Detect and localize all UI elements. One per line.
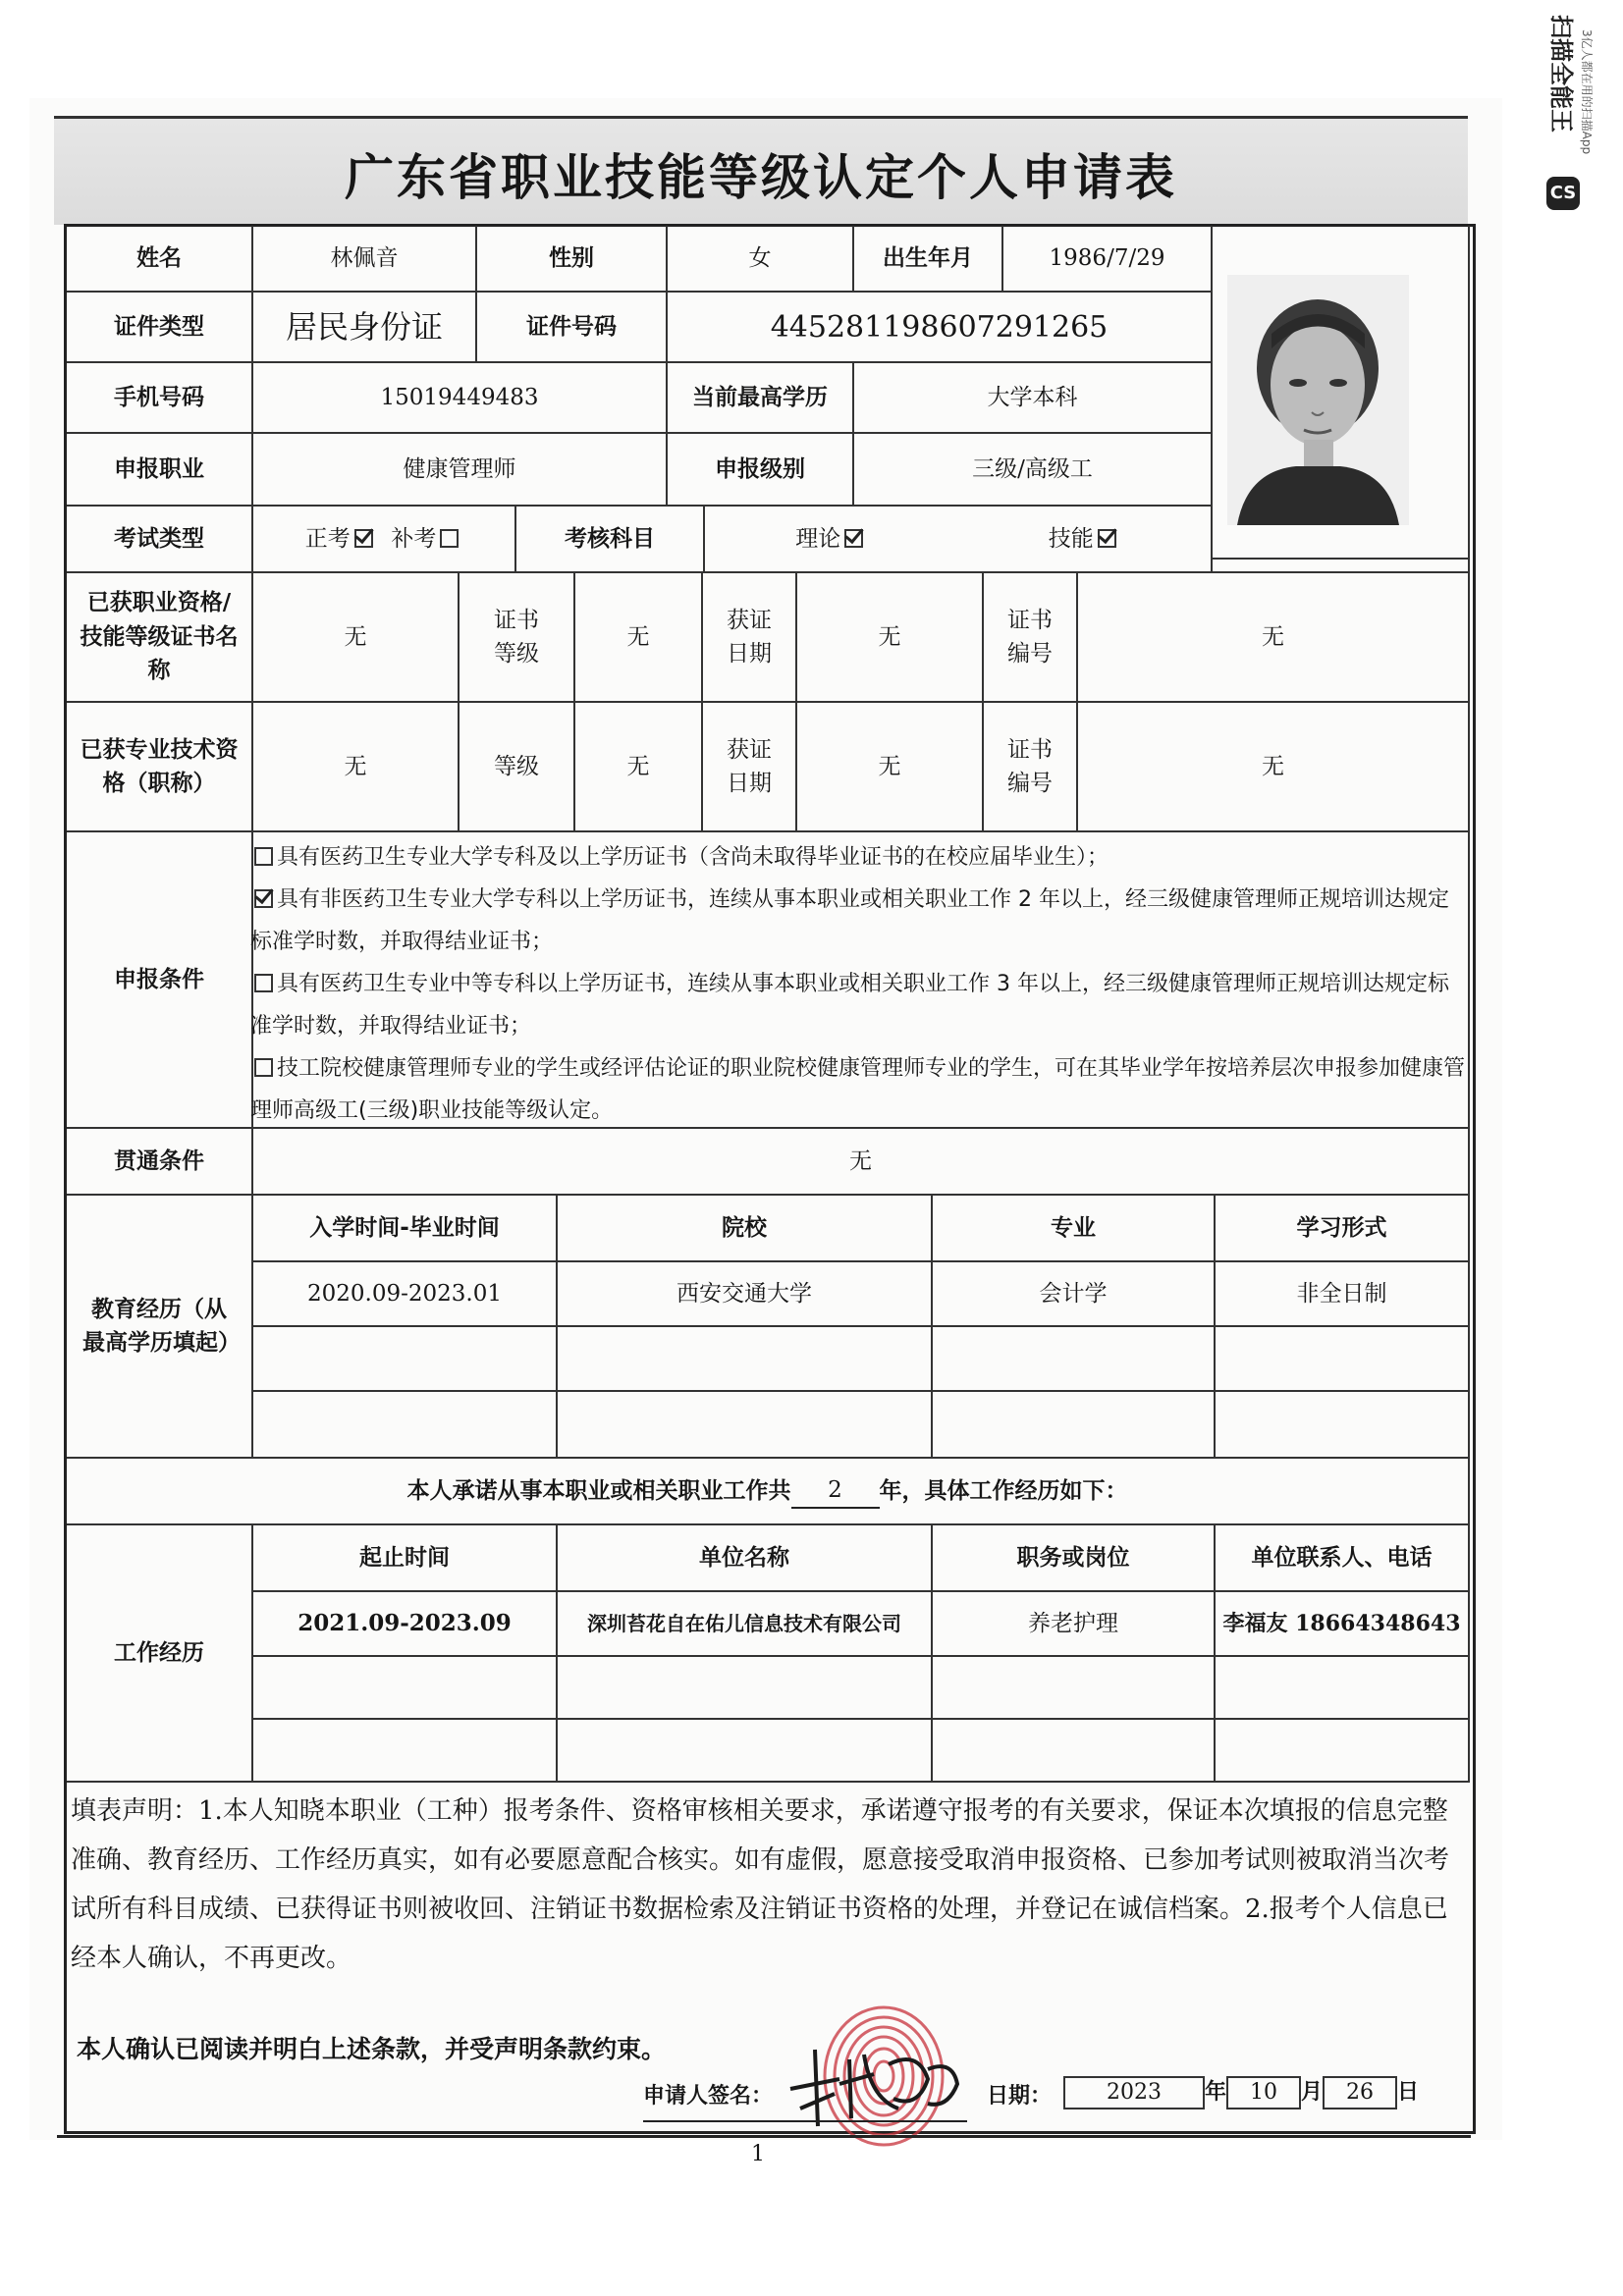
value-pro-award-date: 无 bbox=[797, 703, 984, 832]
checkbox-checked-icon bbox=[1098, 529, 1116, 548]
work-empty-cell[interactable] bbox=[253, 1720, 558, 1783]
edu-empty-cell[interactable] bbox=[1216, 1327, 1470, 1392]
label-education: 教育经历（从最高学历填起） bbox=[67, 1196, 253, 1459]
exam-option-regular[interactable] bbox=[305, 522, 377, 557]
work-cell: 深圳苔花自在佑儿信息技术有限公司 bbox=[558, 1592, 933, 1657]
work-empty-cell[interactable] bbox=[1216, 1657, 1470, 1720]
bottom-rule bbox=[57, 2135, 1471, 2138]
value-award-date: 无 bbox=[797, 573, 984, 703]
edu-header: 院校 bbox=[558, 1196, 933, 1262]
label-id-type: 证件类型 bbox=[67, 293, 253, 363]
signature-underline bbox=[643, 2120, 967, 2122]
work-header: 起止时间 bbox=[253, 1525, 558, 1592]
work-empty-cell[interactable] bbox=[253, 1657, 558, 1720]
edu-header: 专业 bbox=[933, 1196, 1216, 1262]
subject-option-skill-label: 技能 bbox=[1048, 525, 1094, 552]
edu-empty-cell[interactable] bbox=[253, 1327, 558, 1392]
label-gender: 性别 bbox=[477, 226, 668, 293]
edu-empty-cell[interactable] bbox=[558, 1392, 933, 1459]
date-year-unit: 年 bbox=[1205, 2080, 1227, 2105]
value-id-type: 居民身份证 bbox=[253, 293, 477, 363]
work-commitment bbox=[67, 1459, 1470, 1525]
label-through: 贯通条件 bbox=[67, 1129, 253, 1196]
subject-options bbox=[705, 507, 1213, 573]
subject-option-theory[interactable] bbox=[795, 522, 867, 557]
subject-option-skill[interactable] bbox=[1049, 522, 1120, 557]
condition-text: 具有非医药卫生专业大学专科以上学历证书，连续从事本职业或相关职业工作 2 年以上，经三级健康管理师正规培训达规定标准学时数，并取得结业证书； bbox=[250, 887, 1449, 954]
checkbox-empty-icon bbox=[254, 1058, 273, 1077]
checkbox-empty-icon bbox=[254, 974, 273, 992]
label-cert-no: 证书编号 bbox=[984, 573, 1078, 703]
page-title: 广东省职业技能等级认定个人申请表 bbox=[345, 149, 1177, 206]
condition-item[interactable] bbox=[250, 879, 1468, 963]
condition-item[interactable] bbox=[250, 963, 1468, 1047]
value-occupation: 健康管理师 bbox=[253, 434, 668, 507]
photo-bottom-spacer bbox=[1213, 560, 1470, 573]
title-band bbox=[54, 116, 1468, 225]
label-exam-type: 考试类型 bbox=[67, 507, 253, 573]
edu-cell: 西安交通大学 bbox=[558, 1262, 933, 1327]
subject-option-theory-label: 理论 bbox=[795, 525, 841, 552]
work-empty-cell[interactable] bbox=[1216, 1720, 1470, 1783]
label-cert-grade: 证书等级 bbox=[460, 573, 575, 703]
work-cell: 李福友 18664348643 bbox=[1216, 1592, 1470, 1657]
value-cert-no: 无 bbox=[1078, 573, 1470, 703]
work-commit-prefix: 本人承诺从事本职业或相关职业工作共 bbox=[406, 1477, 791, 1504]
portrait-image bbox=[1227, 275, 1409, 525]
edu-cell: 2020.09-2023.01 bbox=[253, 1262, 558, 1327]
brand-slogan: 3亿人都在用的扫描App bbox=[1580, 29, 1594, 155]
edu-cell: 会计学 bbox=[933, 1262, 1216, 1327]
label-level: 申报级别 bbox=[668, 434, 854, 507]
label-cert-professional: 已获专业技术资格（职称） bbox=[67, 703, 253, 832]
applicant-photo bbox=[1227, 275, 1409, 525]
value-cert-professional: 无 bbox=[253, 703, 460, 832]
checkbox-checked-icon bbox=[254, 889, 273, 908]
label-work: 工作经历 bbox=[67, 1525, 253, 1783]
exam-type-options bbox=[253, 507, 516, 573]
value-phone: 15019449483 bbox=[253, 363, 668, 434]
work-years: 2 bbox=[791, 1473, 880, 1510]
label-grade: 等级 bbox=[460, 703, 575, 832]
date-day-unit: 日 bbox=[1397, 2080, 1420, 2105]
cs-logo-icon: CS bbox=[1546, 177, 1580, 210]
work-cell: 2021.09-2023.09 bbox=[253, 1592, 558, 1657]
work-empty-cell[interactable] bbox=[933, 1657, 1216, 1720]
date-month[interactable]: 10 bbox=[1226, 2076, 1301, 2109]
edu-empty-cell[interactable] bbox=[933, 1392, 1216, 1459]
checkbox-checked-icon bbox=[844, 529, 863, 548]
confirmation-text: 本人确认已阅读并明白上述条款，并受声明条款约束。 bbox=[77, 2035, 667, 2063]
exam-option-regular-label: 正考 bbox=[304, 525, 351, 552]
edu-header: 学习形式 bbox=[1216, 1196, 1470, 1262]
declaration-text: 填表声明：1.本人知晓本职业（工种）报考条件、资格审核相关要求，承诺遵守报考的有关要求，保证本次填报的信息完整准确、教育经历、工作经历真实，如有必要愿意配合核实。如有虚假，愿意接受取消申报资格、已参加考试则被取消当次考试所有科目成绩、已获得证书则被收回、注销证书数据检索及注销证书资格的处理，并登记在诚信档案。2.报考个人信息已经本人确认，不再更改。 bbox=[71, 1796, 1450, 1973]
brand-name: 扫描全能王 bbox=[1547, 15, 1575, 133]
value-edu: 大学本科 bbox=[854, 363, 1213, 434]
edu-header: 入学时间-毕业时间 bbox=[253, 1196, 558, 1262]
checkbox-checked-icon bbox=[354, 529, 373, 548]
work-header: 单位联系人、电话 bbox=[1216, 1525, 1470, 1592]
date-year[interactable]: 2023 bbox=[1063, 2076, 1205, 2109]
date-label: 日期： bbox=[987, 2084, 1053, 2109]
label-award-date: 获证日期 bbox=[703, 573, 797, 703]
label-phone: 手机号码 bbox=[67, 363, 253, 434]
date-month-unit: 月 bbox=[1301, 2080, 1324, 2105]
value-through: 无 bbox=[253, 1129, 1470, 1196]
value-cert-grade: 无 bbox=[575, 573, 703, 703]
work-commit-suffix: 年，具体工作经历如下： bbox=[879, 1477, 1128, 1504]
edu-cell: 非全日制 bbox=[1216, 1262, 1470, 1327]
value-birth: 1986/7/29 bbox=[1003, 226, 1213, 293]
condition-text: 具有医药卫生专业大学专科及以上学历证书（含尚未取得毕业证书的在校应届毕业生）； bbox=[277, 845, 1109, 870]
condition-text: 具有医药卫生专业中等专科以上学历证书，连续从事本职业或相关职业工作 3 年以上，经三级健康管理师正规培训达规定标准学时数，并取得结业证书； bbox=[250, 972, 1449, 1039]
label-cert-vocational: 已获职业资格/技能等级证书名称 bbox=[67, 573, 253, 703]
work-cell: 养老护理 bbox=[933, 1592, 1216, 1657]
work-empty-cell[interactable] bbox=[933, 1720, 1216, 1783]
date-field bbox=[1063, 2075, 1419, 2109]
scanner-watermark bbox=[1546, 15, 1615, 285]
condition-item[interactable] bbox=[250, 836, 1468, 879]
value-name: 林佩音 bbox=[253, 226, 477, 293]
declaration bbox=[71, 1787, 1465, 1983]
label-name: 姓名 bbox=[67, 226, 253, 293]
edu-empty-cell[interactable] bbox=[933, 1327, 1216, 1392]
signature-label: 申请人签名： bbox=[643, 2084, 774, 2109]
label-conditions: 申报条件 bbox=[67, 832, 253, 1129]
edu-empty-cell[interactable] bbox=[1216, 1392, 1470, 1459]
exam-option-makeup-label: 补考 bbox=[391, 525, 437, 552]
value-pro-cert-no: 无 bbox=[1078, 703, 1470, 832]
label-edu: 当前最高学历 bbox=[668, 363, 854, 434]
label-id-no: 证件号码 bbox=[477, 293, 668, 363]
condition-text: 技工院校健康管理师专业的学生或经评估论证的职业院校健康管理师专业的学生，可在其毕业学年按培养层次申报参加健康管理师高级工(三级)职业技能等级认定。 bbox=[250, 1056, 1466, 1123]
label-subject: 考核科目 bbox=[516, 507, 705, 573]
label-birth: 出生年月 bbox=[854, 226, 1003, 293]
date-day[interactable]: 26 bbox=[1323, 2076, 1397, 2109]
work-empty-cell[interactable] bbox=[558, 1720, 933, 1783]
page-number: 1 bbox=[751, 2142, 765, 2166]
value-level: 三级/高级工 bbox=[854, 434, 1213, 507]
work-header: 单位名称 bbox=[558, 1525, 933, 1592]
work-header: 职务或岗位 bbox=[933, 1525, 1216, 1592]
label-pro-award-date: 获证日期 bbox=[703, 703, 797, 832]
checkbox-empty-icon bbox=[440, 529, 459, 548]
value-gender: 女 bbox=[668, 226, 854, 293]
edu-empty-cell[interactable] bbox=[558, 1327, 933, 1392]
handwritten-signature bbox=[781, 2040, 977, 2128]
exam-option-makeup[interactable] bbox=[391, 522, 462, 557]
edu-empty-cell[interactable] bbox=[253, 1392, 558, 1459]
value-id-no: 445281198607291265 bbox=[668, 293, 1213, 363]
label-occupation: 申报职业 bbox=[67, 434, 253, 507]
label-pro-cert-no: 证书编号 bbox=[984, 703, 1078, 832]
value-cert-vocational: 无 bbox=[253, 573, 460, 703]
conditions-list bbox=[250, 836, 1468, 1132]
condition-item[interactable] bbox=[250, 1047, 1468, 1132]
checkbox-empty-icon bbox=[254, 847, 273, 866]
value-pro-grade: 无 bbox=[575, 703, 703, 832]
work-empty-cell[interactable] bbox=[558, 1657, 933, 1720]
